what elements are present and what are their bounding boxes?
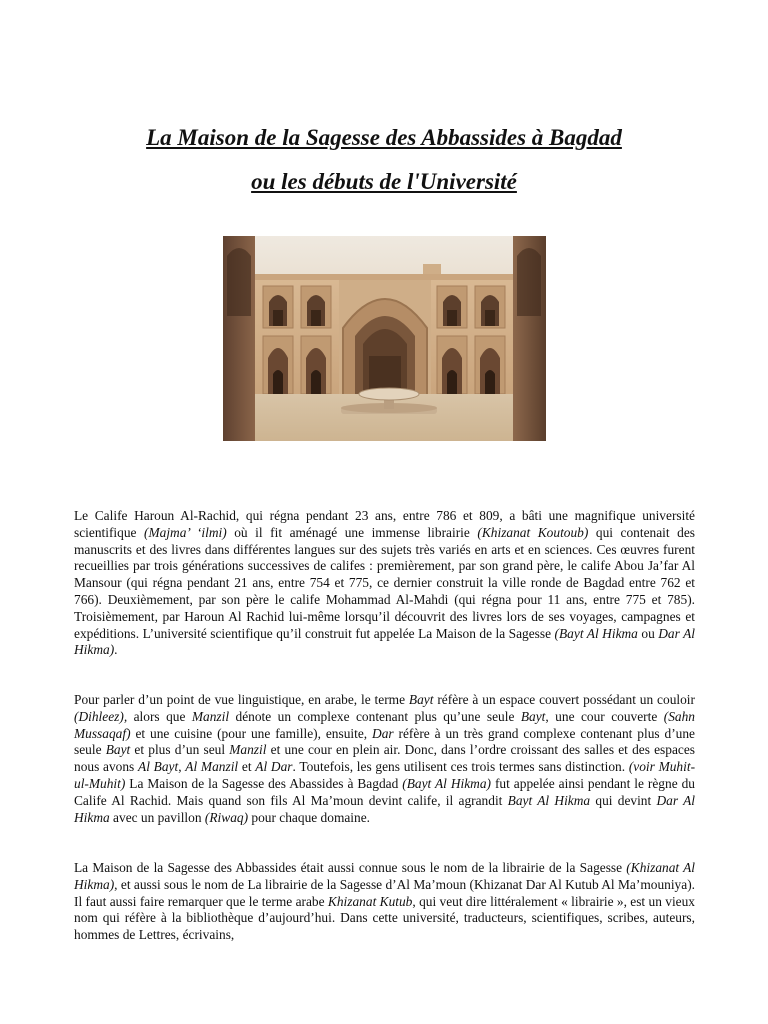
italic-text-run: Al Dar bbox=[255, 759, 293, 775]
italic-text-run: (Riwaq) bbox=[204, 809, 249, 825]
text-run: avec un pavillon bbox=[109, 809, 205, 825]
text-run: ou bbox=[637, 625, 659, 641]
text-run: , une cour couverte bbox=[545, 708, 664, 724]
italic-text-run: Dar Al Hikma bbox=[74, 792, 696, 825]
text-run: où il fit aménagé une immense librairie bbox=[226, 524, 478, 540]
text-run: Pour parler d’un point de vue linguistique, en arabe, le terme bbox=[74, 692, 409, 707]
text-run: pour chaque domaine. bbox=[248, 809, 371, 825]
italic-text-run: (Khizanat Koutoub) bbox=[477, 524, 589, 540]
text-run: Le Calife Haroun Al-Rachid, qui régna pendant 23 ans, entre 786 et 809, a bâti une magnifique université scientifique bbox=[74, 508, 695, 540]
paragraph-1 bbox=[74, 508, 695, 659]
italic-text-run: (Dihleez), bbox=[74, 708, 128, 724]
italic-text-run: (Bayt Al Hikma bbox=[554, 625, 638, 641]
italic-text-run: Al Bayt bbox=[138, 759, 179, 775]
text-run: qui contenait des manuscrits et des livres dans différentes langues sur des sujets très variés en arts et en sciences. Ces œuvres furent recueillies par trois générations successives de califes : premièrement, par son grand père, le calife Abou Ja’far Al Mansour (qui régna pendant 21 ans, entre 754 et 775, ce dernier construit la ville ronde de Bagdad entre 762 et 766). Deuxièmement, par son père le calife Mohammad Al-Mahdi (qui régna pour 11 ans, entre 775 et 785). Troisièmement, par Haroun Al Rachid lui-même lorsqu’il découvrit des livres lors de ses voyages, campagnes et expéditions. L’université scientifique qu’il construit fut appelée La Maison de la Sagesse bbox=[74, 524, 696, 641]
italic-text-run: Dar bbox=[372, 725, 394, 741]
italic-text-run: (Bayt Al Hikma) bbox=[402, 775, 491, 791]
text-run: et bbox=[238, 759, 256, 775]
text-run: La Maison de la Sagesse des Abbassides était aussi connue sous le nom de la librairie de la Sagesse bbox=[74, 860, 627, 875]
text-run: . Toutefois, les gens utilisent ces trois termes sans distinction. bbox=[292, 759, 629, 775]
text-run: . bbox=[114, 642, 118, 658]
italic-text-run: Bayt Al Hikma bbox=[507, 792, 591, 808]
text-run: réfère à un très grand complexe contenant plus d’une seule bbox=[74, 725, 695, 758]
document-title-line-1: La Maison de la Sagesse des Abbassides à Bagdad bbox=[146, 125, 622, 150]
paragraph-3 bbox=[74, 860, 695, 944]
text-run: réfère à un espace couvert possédant un couloir bbox=[433, 692, 695, 707]
italic-text-run: Bayt bbox=[520, 708, 546, 724]
italic-text-run: (Sahn Mussaqaf) bbox=[74, 708, 695, 741]
italic-text-run: Bayt bbox=[105, 742, 131, 758]
text-run: et plus d’un seul bbox=[130, 742, 230, 758]
text-run: , qui veut dire littéralement « librairie », est un vieux nom qui réfère à la bibliothèque d’aujourd’hui. Dans cette université, traducteurs, scientifiques, scribes, auteurs, hommes de Lettres, écrivains, bbox=[74, 893, 695, 943]
document-title-line-2: ou les débuts de l'Université bbox=[251, 169, 517, 194]
text-run: alors que bbox=[127, 708, 192, 724]
text-run: , et aussi sous le nom de La librairie de la Sagesse d’Al Ma’moun (Khizanat Dar Al Kutub Al Ma’mouniya). Il faut aussi faire remarquer que le terme arabe bbox=[74, 876, 695, 909]
italic-text-run: Al Manzil bbox=[185, 759, 239, 775]
text-run: fut appelée ainsi pendant le règne du Calife Al Rachid. Mais quand son fils Al Ma’moun devint calife, il agrandit bbox=[74, 775, 695, 808]
courtyard-illustration bbox=[223, 236, 546, 441]
text-run: La Maison de la Sagesse des Abassides à Bagdad bbox=[125, 775, 403, 791]
text-run: qui devint bbox=[590, 792, 657, 808]
paragraph-2 bbox=[74, 692, 695, 826]
italic-text-run: (Khizanat Al Hikma) bbox=[74, 860, 695, 892]
italic-text-run: Khizanat Kutub bbox=[327, 893, 413, 909]
courtyard-photo bbox=[223, 236, 546, 441]
italic-text-run: Bayt bbox=[408, 692, 434, 707]
italic-text-run: Manzil bbox=[229, 742, 267, 758]
italic-text-run: (Majma’ ‘ilmi) bbox=[144, 524, 227, 540]
text-run: dénote un complexe contenant plus qu’une seule bbox=[229, 708, 521, 724]
italic-text-run: Dar Al Hikma) bbox=[74, 625, 695, 658]
italic-text-run: (voir Muhit-ul-Muhit) bbox=[74, 759, 696, 791]
italic-text-run: Manzil bbox=[191, 708, 230, 724]
text-run: et une cuisine (pour une famille), ensuite, bbox=[130, 725, 373, 741]
text-run: et une cour en plein air. Donc, dans l’ordre croissant des salles et des espaces nous avons bbox=[74, 742, 695, 775]
text-run: , bbox=[178, 759, 186, 775]
